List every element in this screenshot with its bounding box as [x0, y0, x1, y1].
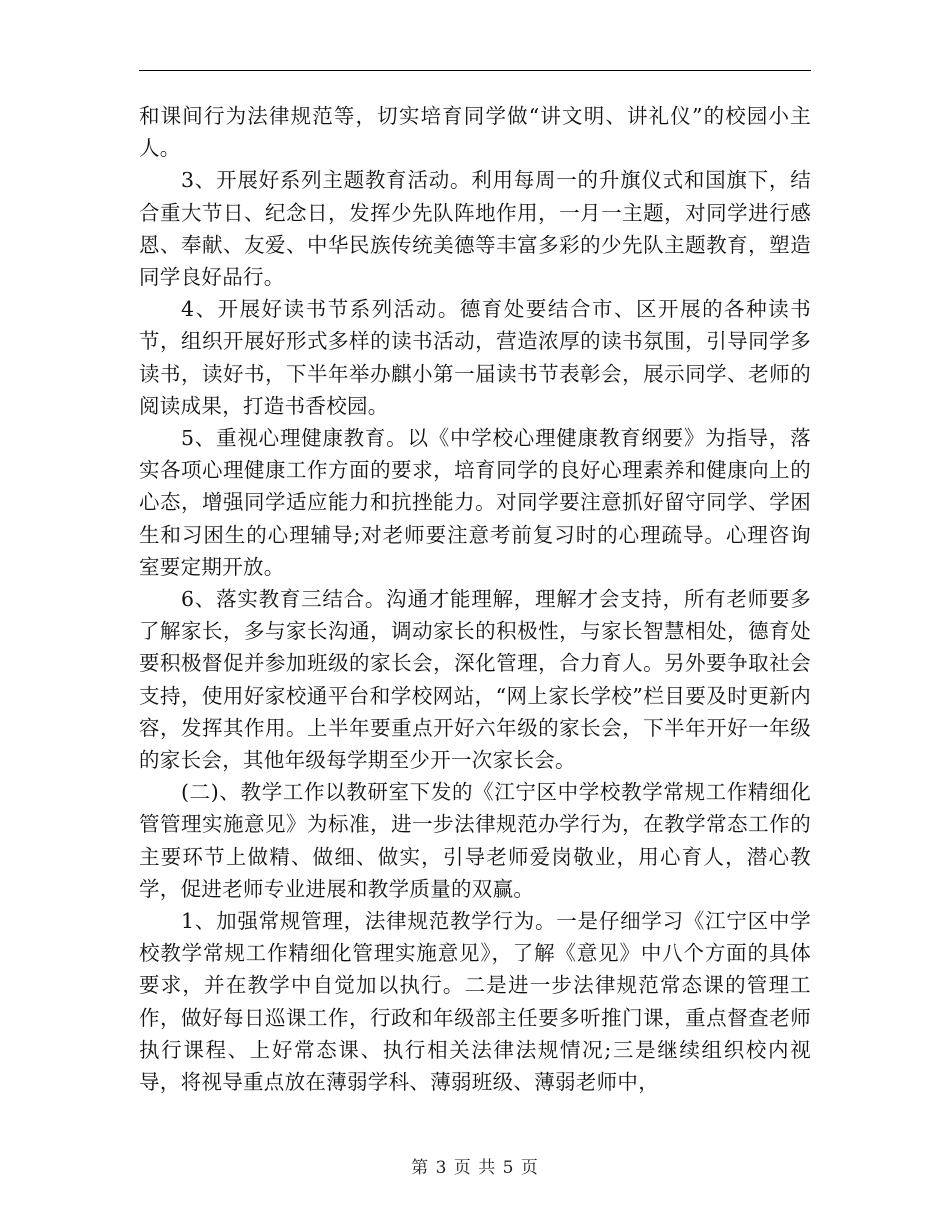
- document-body: [139, 100, 811, 1098]
- paragraph-1: 和课间行为法律规范等，切实培育同学做“讲文明、讲礼仪”的校园小主人。: [139, 104, 811, 161]
- header-rule: [139, 70, 811, 71]
- paragraph-4: 5、重视心理健康教育。以《中学校心理健康教育纲要》为指导，落实各项心理健康工作方面的要求，培育同学的良好心理素养和健康向上的心态，增强同学适应能力和抗挫能力。对同学要注意抓好留守同学、学困生和习困生的心理辅导;对老师要注意考前复习时的心理疏导。心理咨询室要定期开放。: [139, 426, 811, 579]
- paragraph-3: 4、开展好读书节系列活动。德育处要结合市、区开展的各种读书节，组织开展好形式多样的读书活动，营造浓厚的读书氛围，引导同学多读书，读好书，下半年举办麒小第一届读书节表彰会，展示同学、老师的阅读成果，打造书香校园。: [139, 297, 811, 418]
- paragraph-6: (二)、教学工作以教研室下发的《江宁区中学校教学常规工作精细化管管理实施意见》为标准，进一步法律规范办学行为，在教学常态工作的主要环节上做精、做细、做实，引导老师爱岗敬业，用心育人，潜心教学，促进老师专业进展和教学质量的双赢。: [139, 780, 811, 901]
- page-footer: 第 3 页 共 5 页: [411, 1158, 539, 1178]
- paragraph-5: 6、落实教育三结合。沟通才能理解，理解才会支持，所有老师要多了解家长，多与家长沟通，调动家长的积极性，与家长智慧相处，德育处要积极督促并参加班级的家长会，深化管理，合力育人。另外要争取社会支持，使用好家校通平台和学校网站，“网上家长学校”栏目要及时更新内容，发挥其作用。上半年要重点开好六年级的家长会，下半年开好一年级的家长会，其他年级每学期至少开一次家长会。: [139, 587, 811, 773]
- paragraph-2: 3、开展好系列主题教育活动。利用每周一的升旗仪式和国旗下，结合重大节日、纪念日，发挥少先队阵地作用，一月一主题，对同学进行感恩、奉献、友爱、中华民族传统美德等丰富多彩的少先队主题教育，塑造同学良好品行。: [139, 168, 811, 290]
- paragraph-7: 1、加强常规管理，法律规范教学行为。一是仔细学习《江宁区中学校教学常规工作精细化管理实施意见》，了解《意见》中八个方面的具体要求，并在教学中自觉加以执行。二是进一步法律规范常态课的管理工作，做好每日巡课工作，行政和年级部主任要多听推门课，重点督查老师执行课程、上好常态课、执行相关法律法规情况;三是继续组织校内视导，将视导重点放在薄弱学科、薄弱班级、薄弱老师中，: [139, 909, 811, 1095]
